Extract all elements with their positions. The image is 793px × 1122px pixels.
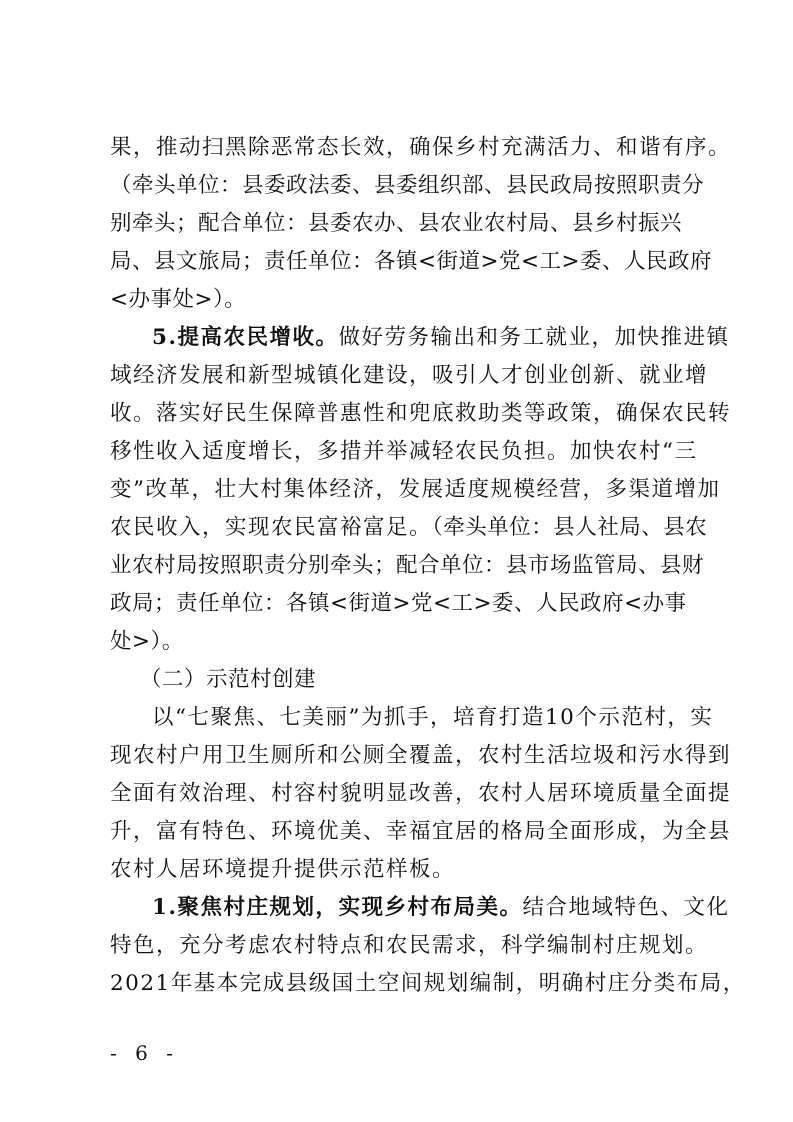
text-line: 果，推动扫黑除恶常态长效，确保乡村充满活力、和谐有序。 [110, 135, 732, 160]
text-span: 结合地域特色、文化 [522, 895, 730, 920]
text-line: 以“七聚焦、七美丽”为抓手，培育打造10个示范村，实 [152, 705, 714, 730]
text-line: （牵头单位：县委政法委、县委组织部、县民政局按照职责分 [110, 173, 705, 198]
text-span: 农民收入，实现农民富裕富足。 [110, 515, 433, 540]
text-line [110, 513, 708, 543]
text-span: 做好劳务输出和务工就业，加快推进镇 [338, 325, 730, 350]
text-line: 收。落实好民生保障普惠性和兜底救助类等政策，确保农民转 [110, 401, 732, 426]
text-line: 业农村局按照职责分别牵头；配合单位：县市场监管局、县财 [110, 553, 705, 578]
text-line: 现农村户用卫生厕所和公厕全覆盖，农村生活垃圾和污水得到 [110, 743, 732, 768]
page-number: - 6 - [110, 1041, 179, 1065]
text-line: 全面有效治理、村容村貌明显改善，农村人居环境质量全面提 [110, 781, 732, 806]
text-line: 处>）。 [110, 629, 184, 654]
text-line: 政局；责任单位：各镇<街道>党<工>委、人民政府<办事 [110, 591, 687, 616]
text-line [152, 893, 730, 923]
text-line: <办事处>）。 [110, 287, 247, 312]
subsection-title: （二）示范村创建 [140, 667, 317, 692]
section-heading: 5.提高农民增收。 [152, 325, 339, 350]
text-line: 局、县文旅局；责任单位：各镇<街道>党<工>委、人民政府 [110, 249, 713, 274]
text-line [152, 323, 730, 353]
text-line: 变”改革，壮大村集体经济，发展适度规模经营，多渠道增加 [110, 477, 721, 502]
text-span: （牵头单位：县人社局、县农 [432, 515, 708, 540]
text-line: 域经济发展和新型城镇化建设，吸引人才创业创新、就业增 [110, 363, 709, 388]
text-line: 升，富有特色、环境优美、幸福宜居的格局全面形成，为全县 [110, 819, 732, 844]
text-line: 别牵头；配合单位：县委农办、县农业农村局、县乡村振兴 [110, 211, 683, 236]
text-line: 农村人居环境提升提供示范样板。 [110, 857, 456, 882]
text-line: 2021年基本完成县级国土空间规划编制，明确村庄分类布局， [110, 971, 746, 996]
text-line: 特色，充分考虑农村特点和农民需求，科学编制村庄规划。 [110, 933, 709, 958]
section-heading: 1.聚焦村庄规划，实现乡村布局美。 [152, 895, 523, 920]
text-line: 移性收入适度增长，多措并举减轻农民负担。加快农村“三 [110, 439, 698, 464]
